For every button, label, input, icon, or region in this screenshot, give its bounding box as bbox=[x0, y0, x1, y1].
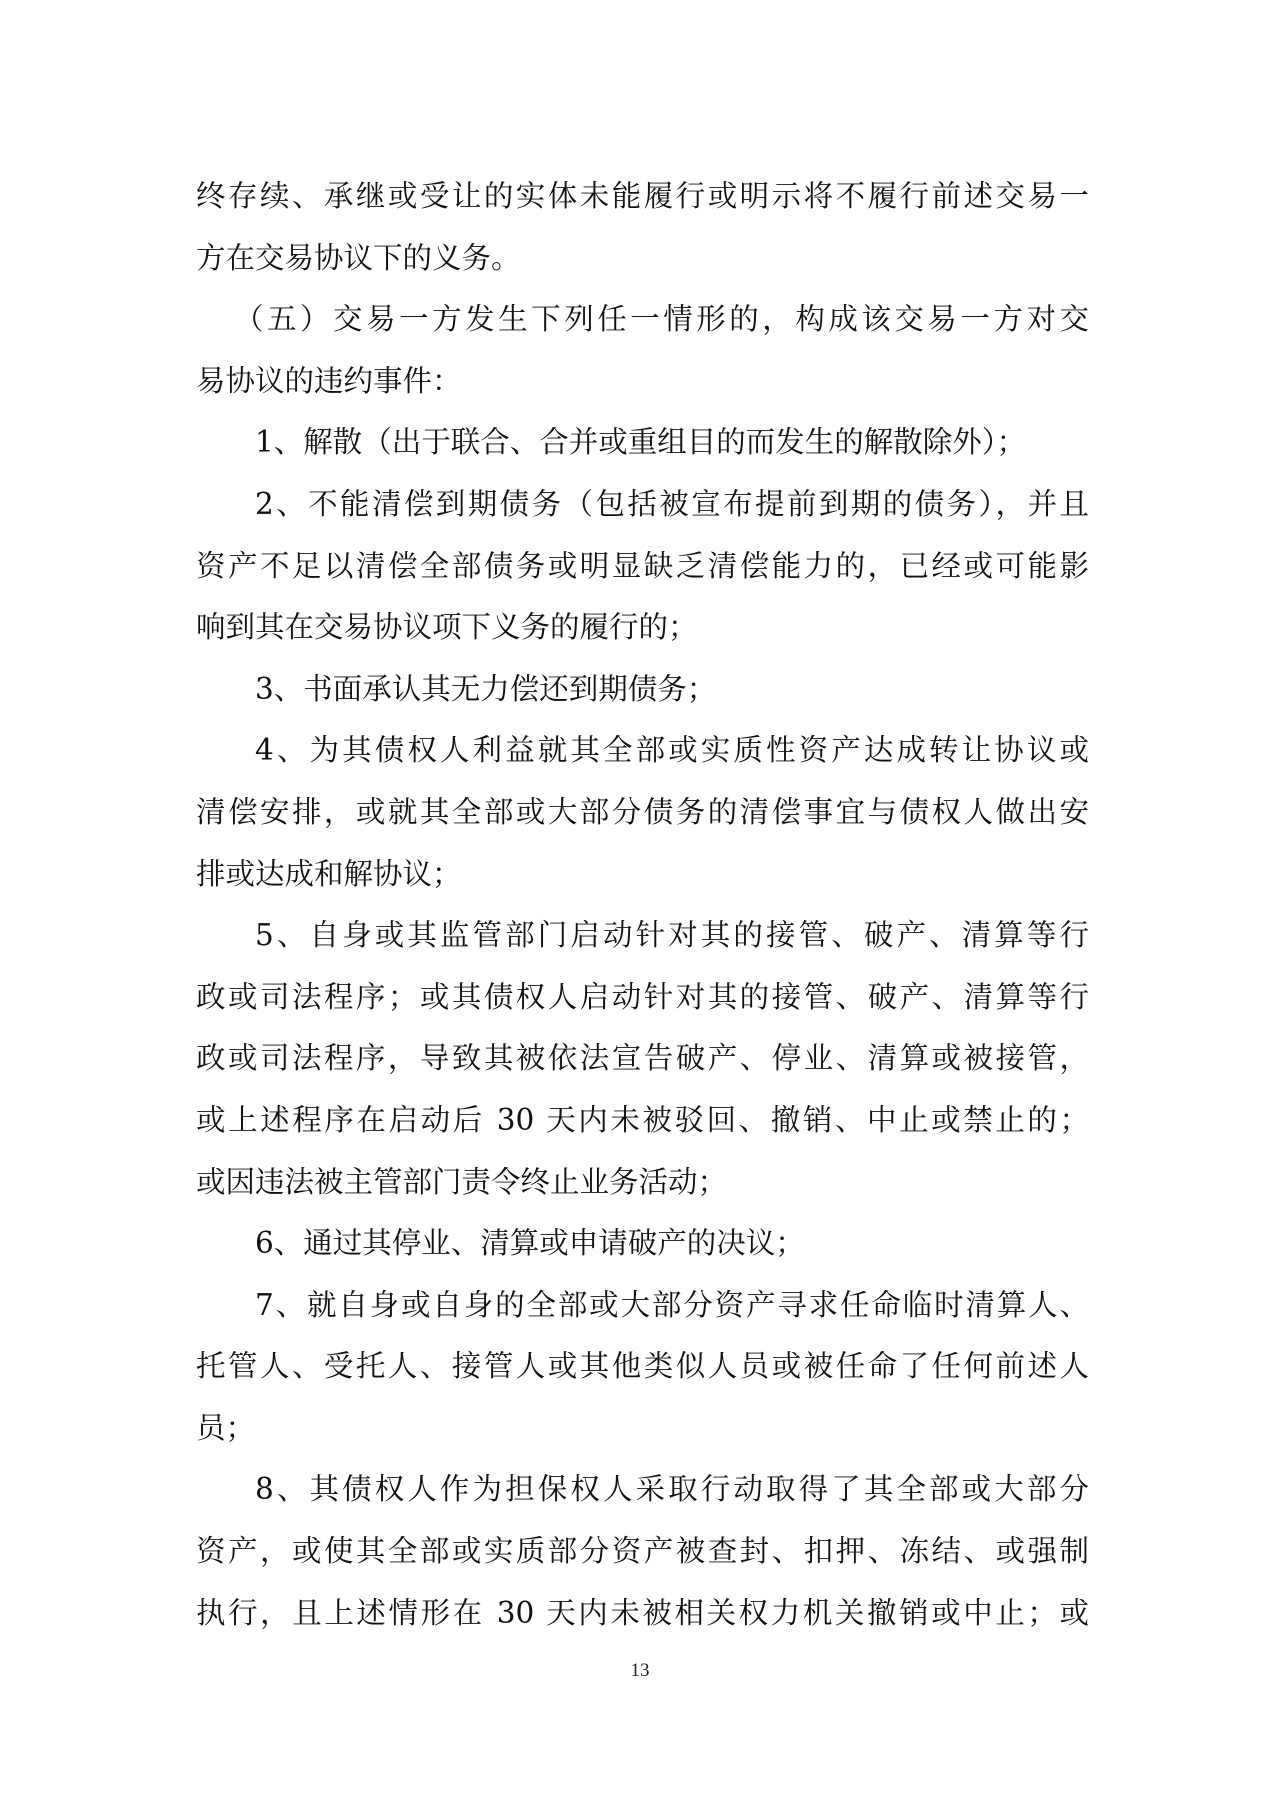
list-item-5: 5、自身或其监管部门启动针对其的接管、破产、清算等行 bbox=[255, 918, 1089, 953]
paragraph-line: 资产不足以清偿全部债务或明显缺乏清偿能力的，已经或可能影 bbox=[196, 548, 1089, 583]
page-number: 13 bbox=[630, 1660, 650, 1681]
list-item-7: 7、就自身或自身的全部或大部分资产寻求任命临时清算人、 bbox=[255, 1287, 1089, 1322]
list-item-2: 2、不能清偿到期债务（包括被宣布提前到期的债务），并且 bbox=[255, 486, 1089, 521]
list-item-1: 1、解散（出于联合、合并或重组目的而发生的解散除外）； bbox=[255, 425, 1027, 460]
document-body bbox=[196, 166, 1089, 1644]
paragraph-line: 政或司法程序；或其债权人启动针对其的接管、破产、清算等行 bbox=[196, 979, 1089, 1014]
paragraph-line: 终存续、承继或受让的实体未能履行或明示将不履行前述交易一 bbox=[196, 179, 1089, 213]
paragraph-line: 排或达成和解协议； bbox=[196, 856, 462, 891]
paragraph-line: 员； bbox=[196, 1410, 256, 1445]
paragraph-line: 执行，且上述情形在 30 天内未被相关权力机关撤销或中止；或 bbox=[196, 1595, 1089, 1630]
list-item-6: 6、通过其停业、清算或申请破产的决议； bbox=[255, 1226, 805, 1261]
paragraph-line: 资产，或使其全部或实质部分资产被查封、扣押、冻结、或强制 bbox=[196, 1534, 1089, 1569]
paragraph-line: 清偿安排，或就其全部或大部分债务的清偿事宜与债权人做出安 bbox=[196, 794, 1089, 829]
paragraph-line: 响到其在交易协议项下义务的履行的； bbox=[196, 610, 698, 645]
paragraph-line: 方在交易协议下的义务。 bbox=[196, 240, 521, 275]
paragraph-line: 或上述程序在启动后 30 天内未被驳回、撤销、中止或禁止的； bbox=[196, 1102, 1089, 1137]
list-item-4: 4、为其债权人利益就其全部或实质性资产达成转让协议或 bbox=[255, 733, 1089, 768]
paragraph-line: 易协议的违约事件： bbox=[196, 363, 462, 398]
list-item-3: 3、书面承认其无力偿还到期债务； bbox=[255, 671, 717, 706]
paragraph-line: 托管人、受托人、接管人或其他类似人员或被任命了任何前述人 bbox=[196, 1349, 1089, 1384]
section-heading-line: （五）交易一方发生下列任一情形的，构成该交易一方对交 bbox=[234, 302, 1089, 337]
list-item-8: 8、其债权人作为担保权人采取行动取得了其全部或大部分 bbox=[255, 1472, 1089, 1507]
paragraph-line: 政或司法程序，导致其被依法宣告破产、停业、清算或被接管， bbox=[196, 1041, 1089, 1076]
paragraph-line: 或因违法被主管部门责令终止业务活动； bbox=[196, 1164, 728, 1199]
